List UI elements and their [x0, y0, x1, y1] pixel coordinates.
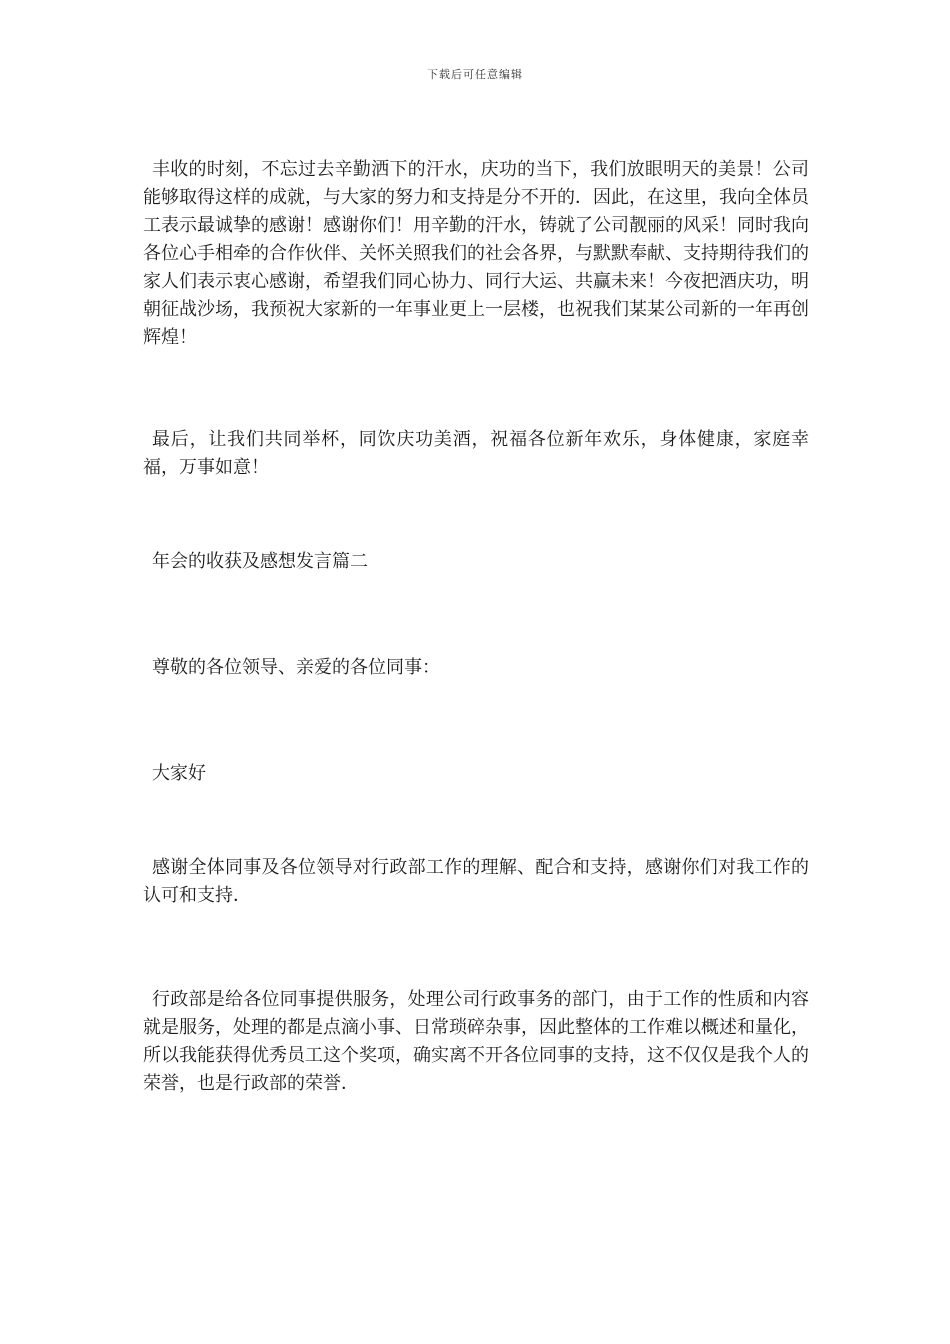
- paragraph-thanks: 感谢全体同事及各位领导对行政部工作的理解、配合和支持，感谢你们对我工作的认可和支持．: [143, 857, 809, 906]
- salutation: 尊敬的各位领导、亲爱的各位同事：: [152, 657, 440, 678]
- section-heading: 年会的收获及感想发言篇二: [152, 551, 368, 572]
- greeting: 大家好: [152, 763, 206, 784]
- paragraph-celebration: 丰收的时刻，不忘过去辛勤洒下的汗水，庆功的当下，我们放眼明天的美景！公司能够取得这样的成就，与大家的努力和支持是分不开的．因此，在这里，我向全体员工表示最诚挚的感谢！感谢你们！用辛勤的汗水，铸就了公司靓丽的风采！同时我向各位心手相牵的合作伙伴、关怀关照我们的社会各界，与默默奉献、支持期待我们的家人们表示衷心感谢，希望我们同心协力、同行大运、共赢未来！今夜把酒庆功，明朝征战沙场，我预祝大家新的一年事业更上一层楼，也祝我们某某公司新的一年再创辉煌！: [143, 159, 809, 348]
- paragraph-toast: 最后，让我们共同举杯，同饮庆功美酒，祝福各位新年欢乐，身体健康，家庭幸福，万事如意！: [143, 429, 809, 478]
- document-body: [143, 156, 809, 1098]
- paragraph-admin-department: 行政部是给各位同事提供服务，处理公司行政事务的部门，由于工作的性质和内容就是服务，处理的都是点滴小事、日常琐碎杂事，因此整体的工作难以概述和量化，所以我能获得优秀员工这个奖项，确实离不开各位同事的支持，这不仅仅是我个人的荣誉，也是行政部的荣誉．: [143, 989, 809, 1094]
- page-header-note: 下载后可任意编辑: [427, 68, 523, 81]
